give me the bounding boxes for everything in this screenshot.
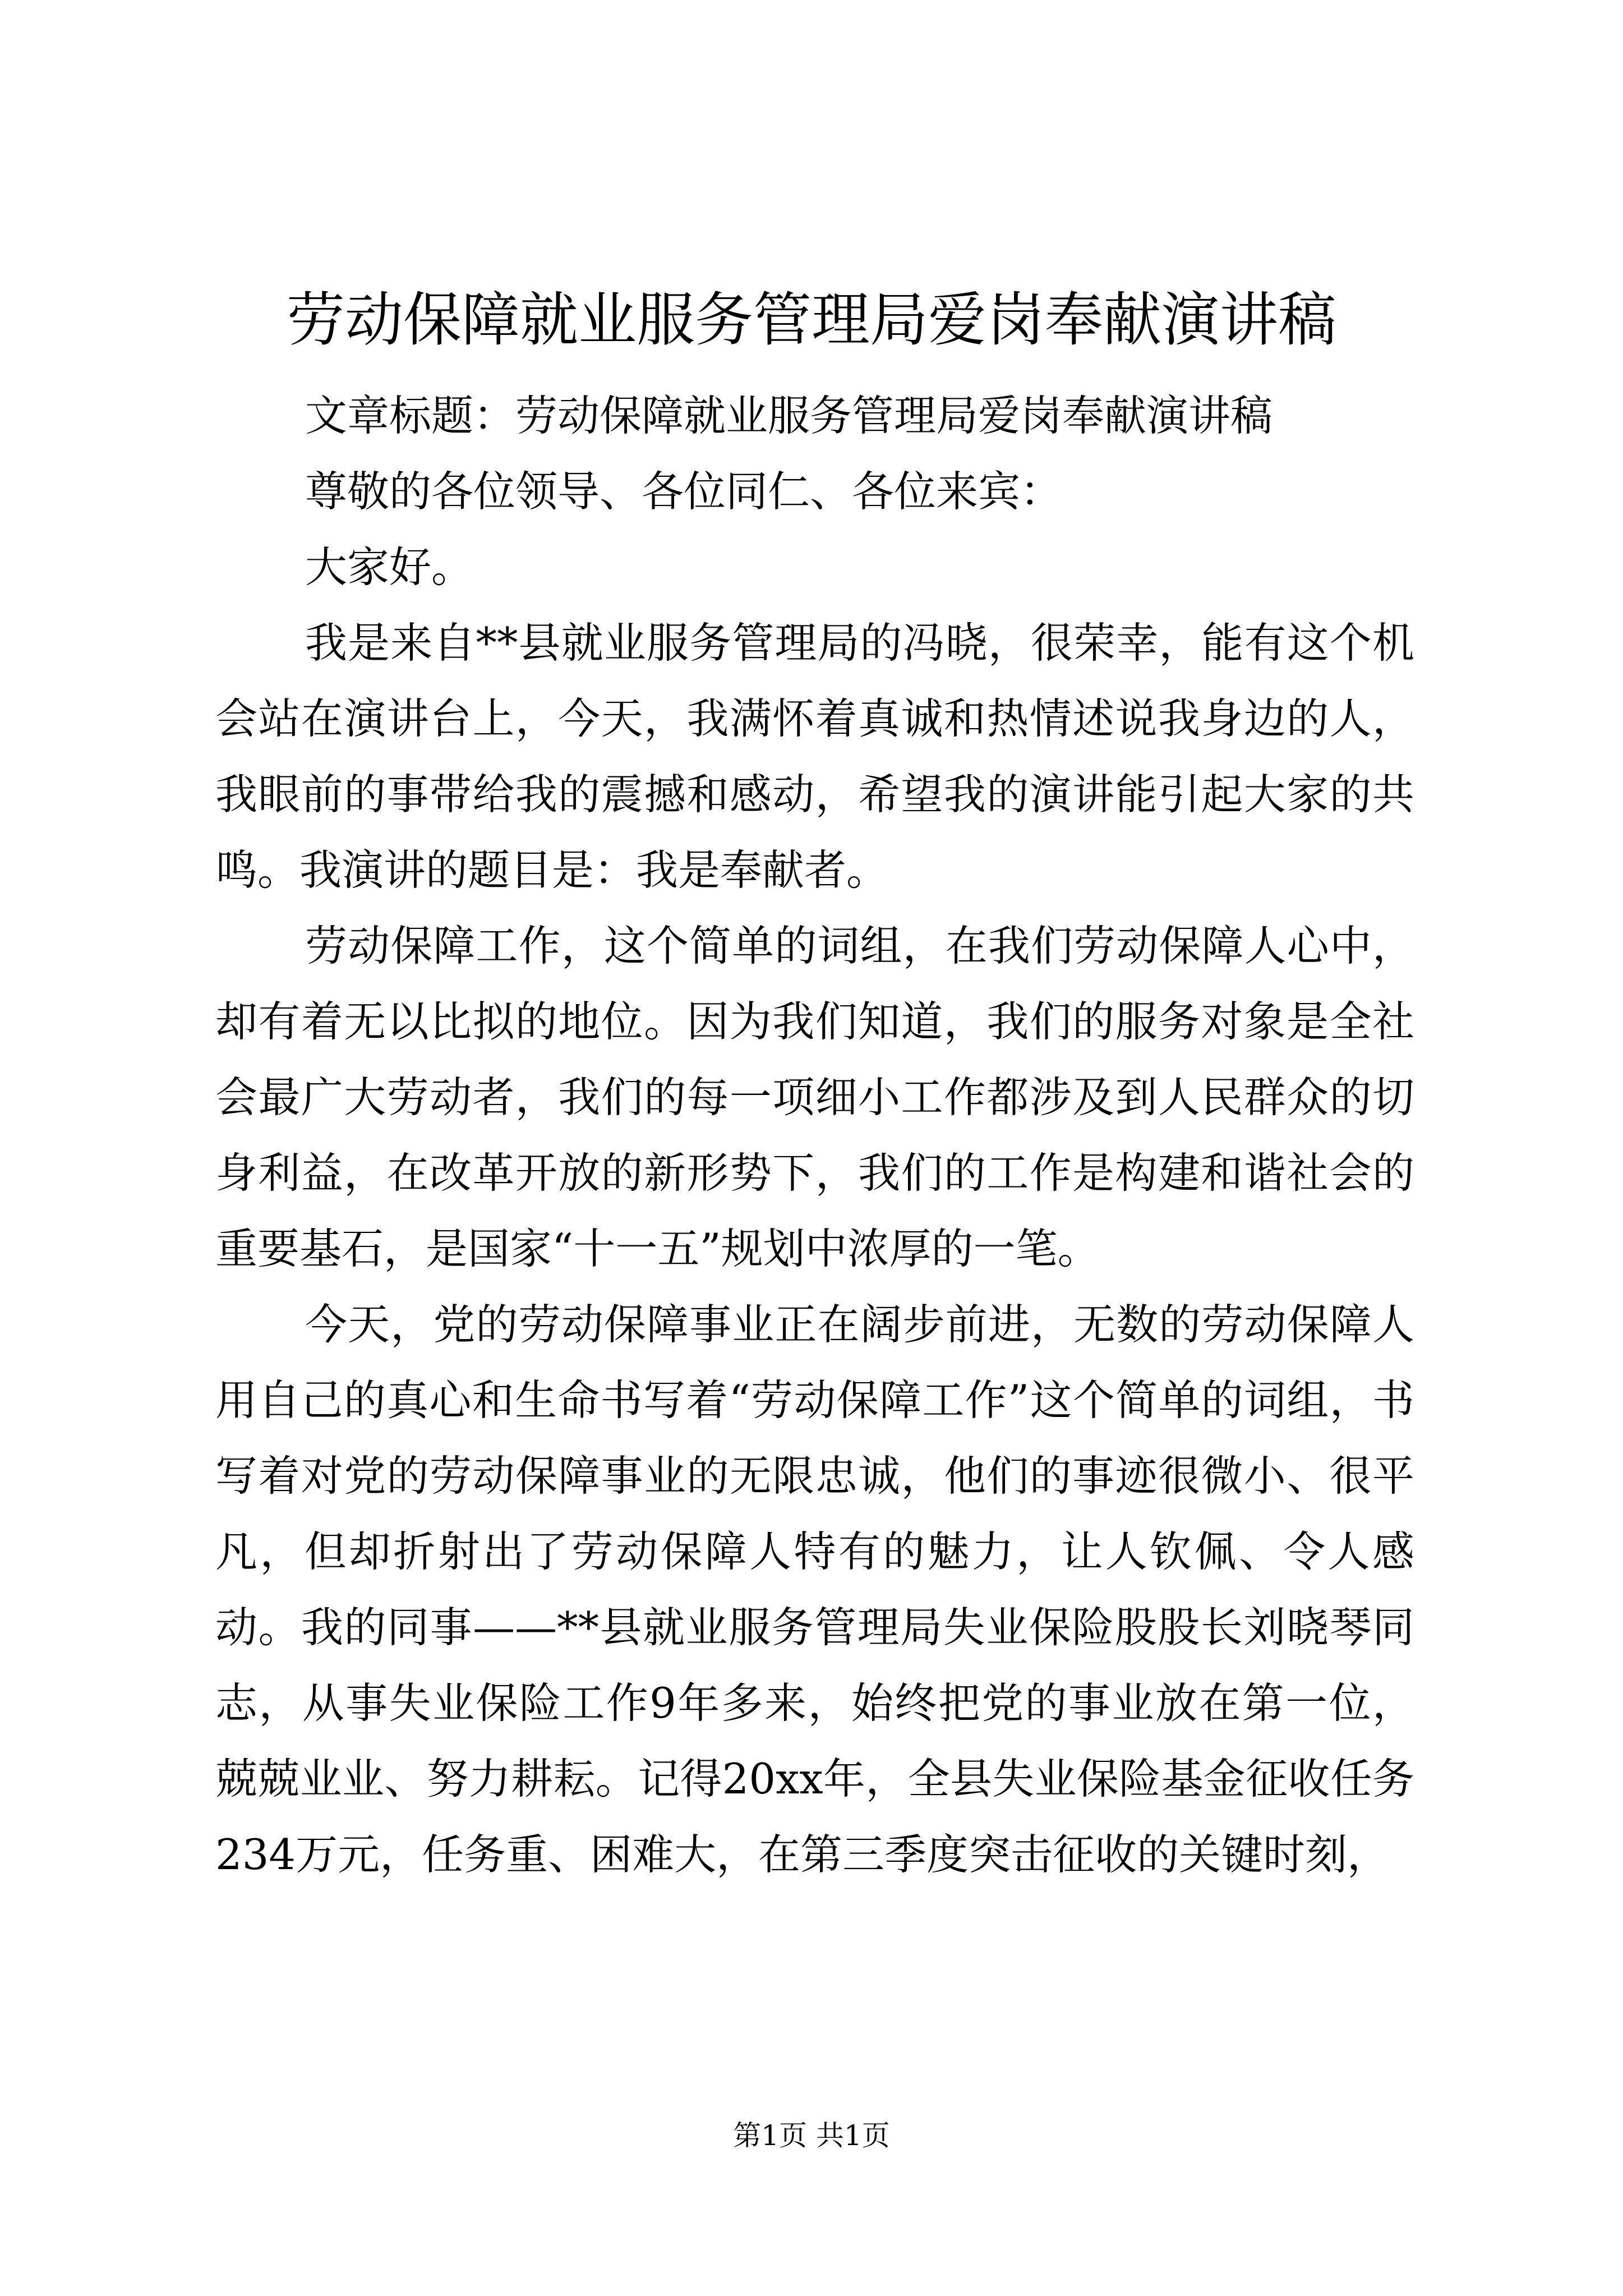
- paragraph-salutation: 尊敬的各位领导、各位同仁、各位来宾：: [305, 467, 1063, 516]
- page-footer: 第1页 共1页: [733, 2119, 890, 2152]
- paragraph-introduction: 我是来自**县就业服务管理局的冯晓，很荣幸，能有这个机会站在演讲台上，今天，我满怀着真诚和热情述说我身边的人，我眼前的事带给我的震撼和感动，希望我的演讲能引起大家的共鸣。我演讲的题目是：我是奉献者。: [215, 618, 1414, 895]
- paragraph-labor-security-work: 劳动保障工作，这个简单的词组，在我们劳动保障人心中，却有着无以比拟的地位。因为我们知道，我们的服务对象是全社会最广大劳动者，我们的每一项细小工作都涉及到人民群众的切身利益，在改革开放的新形势下，我们的工作是构建和谐社会的重要基石，是国家“十一五”规划中浓厚的一笔。: [215, 921, 1414, 1273]
- paragraph-greeting: 大家好。: [305, 542, 474, 592]
- document-title: 劳动保障就业服务管理局爱岗奉献演讲稿: [286, 286, 1336, 354]
- paragraph-article-title: 文章标题：劳动保障就业服务管理局爱岗奉献演讲稿: [305, 391, 1273, 440]
- paragraph-colleague-story: 今天，党的劳动保障事业正在阔步前进，无数的劳动保障人用自己的真心和生命书写着“劳动保障工作”这个简单的词组，书写着对党的劳动保障事业的无限忠诚，他们的事迹很微小、很平凡，但却折射出了劳动保障人特有的魅力，让人钦佩、令人感动。我的同事——**县就业服务管理局失业保险股股长刘晓琴同志，从事失业保险工作9年多来，始终把党的事业放在第一位，兢兢业业、努力耕耘。记得20xx年，全县失业保险基金征收任务234万元，任务重、困难大，在第三季度突击征收的关键时刻，: [215, 1300, 1414, 1879]
- document-body: [215, 378, 1414, 1893]
